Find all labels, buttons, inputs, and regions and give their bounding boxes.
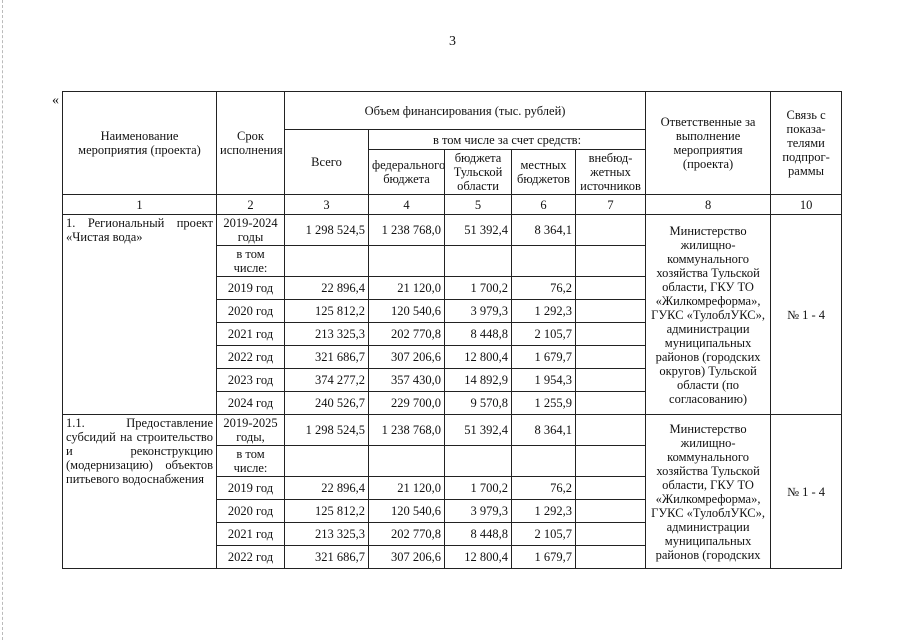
header-extra: внебюд-жетных источников xyxy=(576,150,646,195)
total-cell: 374 277,2 xyxy=(285,369,369,392)
regional-cell: 1 700,2 xyxy=(445,477,512,500)
local-cell: 1 679,7 xyxy=(512,546,576,569)
total-cell: 321 686,7 xyxy=(285,346,369,369)
federal-cell xyxy=(369,446,445,477)
extra-cell xyxy=(576,392,646,415)
header-responsible: Ответственные за выполнение мероприятия (проекта) xyxy=(646,92,771,195)
local-cell: 2 105,7 xyxy=(512,523,576,546)
federal-cell: 120 540,6 xyxy=(369,500,445,523)
header-local: местных бюджетов xyxy=(512,150,576,195)
total-cell: 213 325,3 xyxy=(285,323,369,346)
regional-cell: 1 700,2 xyxy=(445,277,512,300)
regional-cell: 51 392,4 xyxy=(445,215,512,246)
extra-cell xyxy=(576,500,646,523)
period-cell: 2019-2024 годы xyxy=(217,215,285,246)
local-cell: 1 679,7 xyxy=(512,346,576,369)
total-cell xyxy=(285,246,369,277)
local-cell: 1 292,3 xyxy=(512,300,576,323)
extra-cell xyxy=(576,446,646,477)
indicator-link-cell: № 1 - 4 xyxy=(771,215,842,415)
regional-cell: 12 800,4 xyxy=(445,346,512,369)
period-cell: 2019 год xyxy=(217,477,285,500)
responsible-cell: Министерство жилищно-коммунального хозяйства Тульской области, ГКУ ТО «Жилкомреформа», ГУКС «ТулоблУКС», администрации муниципальных районов (городских xyxy=(646,415,771,569)
local-cell: 76,2 xyxy=(512,277,576,300)
local-cell: 8 364,1 xyxy=(512,215,576,246)
total-cell: 1 298 524,5 xyxy=(285,415,369,446)
period-cell: 2019 год xyxy=(217,277,285,300)
extra-cell xyxy=(576,523,646,546)
total-cell: 22 896,4 xyxy=(285,477,369,500)
regional-cell: 8 448,8 xyxy=(445,323,512,346)
total-cell xyxy=(285,446,369,477)
period-cell: 2021 год xyxy=(217,323,285,346)
extra-cell xyxy=(576,277,646,300)
header-link: Связь с показа-телями подпрог-раммы xyxy=(771,92,842,195)
federal-cell: 21 120,0 xyxy=(369,277,445,300)
extra-cell xyxy=(576,300,646,323)
column-number: 5 xyxy=(445,195,512,215)
header-period: Срок исполнения xyxy=(217,92,285,195)
activity-name: 1. Региональный проект «Чистая вода» xyxy=(63,215,217,415)
total-cell: 125 812,2 xyxy=(285,500,369,523)
total-cell: 1 298 524,5 xyxy=(285,215,369,246)
regional-cell: 3 979,3 xyxy=(445,300,512,323)
federal-cell: 202 770,8 xyxy=(369,323,445,346)
column-number: 6 xyxy=(512,195,576,215)
federal-cell: 229 700,0 xyxy=(369,392,445,415)
header-funding: Объем финансирования (тыс. рублей) xyxy=(285,92,646,130)
regional-cell: 3 979,3 xyxy=(445,500,512,523)
federal-cell xyxy=(369,246,445,277)
period-cell: 2021 год xyxy=(217,523,285,546)
table-row xyxy=(63,215,842,246)
federal-cell: 307 206,6 xyxy=(369,346,445,369)
column-number: 7 xyxy=(576,195,646,215)
local-cell: 2 105,7 xyxy=(512,323,576,346)
header-total: Всего xyxy=(285,130,369,195)
period-cell: 2024 год xyxy=(217,392,285,415)
federal-cell: 1 238 768,0 xyxy=(369,415,445,446)
extra-cell xyxy=(576,323,646,346)
regional-cell: 9 570,8 xyxy=(445,392,512,415)
local-cell: 1 255,9 xyxy=(512,392,576,415)
local-cell: 76,2 xyxy=(512,477,576,500)
extra-cell xyxy=(576,546,646,569)
period-cell: 2020 год xyxy=(217,500,285,523)
extra-cell xyxy=(576,369,646,392)
federal-cell: 202 770,8 xyxy=(369,523,445,546)
federal-cell: 120 540,6 xyxy=(369,300,445,323)
extra-cell xyxy=(576,246,646,277)
extra-cell xyxy=(576,346,646,369)
open-quote: « xyxy=(52,93,59,108)
column-number-row xyxy=(63,195,842,215)
period-cell: 2023 год xyxy=(217,369,285,392)
total-cell: 22 896,4 xyxy=(285,277,369,300)
local-cell xyxy=(512,246,576,277)
total-cell: 213 325,3 xyxy=(285,523,369,546)
regional-cell: 12 800,4 xyxy=(445,546,512,569)
local-cell: 8 364,1 xyxy=(512,415,576,446)
table-row xyxy=(63,415,842,446)
total-cell: 240 526,7 xyxy=(285,392,369,415)
local-cell: 1 292,3 xyxy=(512,500,576,523)
regional-cell: 14 892,9 xyxy=(445,369,512,392)
column-number: 2 xyxy=(217,195,285,215)
regional-cell xyxy=(445,446,512,477)
period-cell: 2019-2025 годы, xyxy=(217,415,285,446)
regional-cell xyxy=(445,246,512,277)
header-name: Наименование мероприятия (проекта) xyxy=(63,92,217,195)
header-regional: бюджета Тульской области xyxy=(445,150,512,195)
regional-cell: 51 392,4 xyxy=(445,415,512,446)
extra-cell xyxy=(576,477,646,500)
extra-cell xyxy=(576,215,646,246)
federal-cell: 1 238 768,0 xyxy=(369,215,445,246)
responsible-cell: Министерство жилищно-коммунального хозяйства Тульской области, ГКУ ТО «Жилкомреформа», ГУКС «ТулоблУКС», администрации муниципальных районов (городских округов) Тульской области (по согласованию) xyxy=(646,215,771,415)
column-number: 3 xyxy=(285,195,369,215)
column-number: 1 xyxy=(63,195,217,215)
local-cell: 1 954,3 xyxy=(512,369,576,392)
period-cell: в том числе: xyxy=(217,246,285,277)
total-cell: 321 686,7 xyxy=(285,546,369,569)
period-cell: 2022 год xyxy=(217,546,285,569)
header-federal: федерального бюджета xyxy=(369,150,445,195)
page-number: 3 xyxy=(449,34,456,49)
scan-edge-mark xyxy=(2,0,3,640)
column-number: 10 xyxy=(771,195,842,215)
activity-name: 1.1. Предоставление субсидий на строительство и реконструкцию (модернизацию) объектов питьевого водоснабжения xyxy=(63,415,217,569)
indicator-link-cell: № 1 - 4 xyxy=(771,415,842,569)
column-number: 4 xyxy=(369,195,445,215)
federal-cell: 357 430,0 xyxy=(369,369,445,392)
local-cell xyxy=(512,446,576,477)
federal-cell: 21 120,0 xyxy=(369,477,445,500)
header-including: в том числе за счет средств: xyxy=(369,130,646,150)
federal-cell: 307 206,6 xyxy=(369,546,445,569)
regional-cell: 8 448,8 xyxy=(445,523,512,546)
period-cell: 2020 год xyxy=(217,300,285,323)
column-number: 8 xyxy=(646,195,771,215)
funding-table xyxy=(62,91,842,569)
period-cell: в том числе: xyxy=(217,446,285,477)
period-cell: 2022 год xyxy=(217,346,285,369)
total-cell: 125 812,2 xyxy=(285,300,369,323)
extra-cell xyxy=(576,415,646,446)
